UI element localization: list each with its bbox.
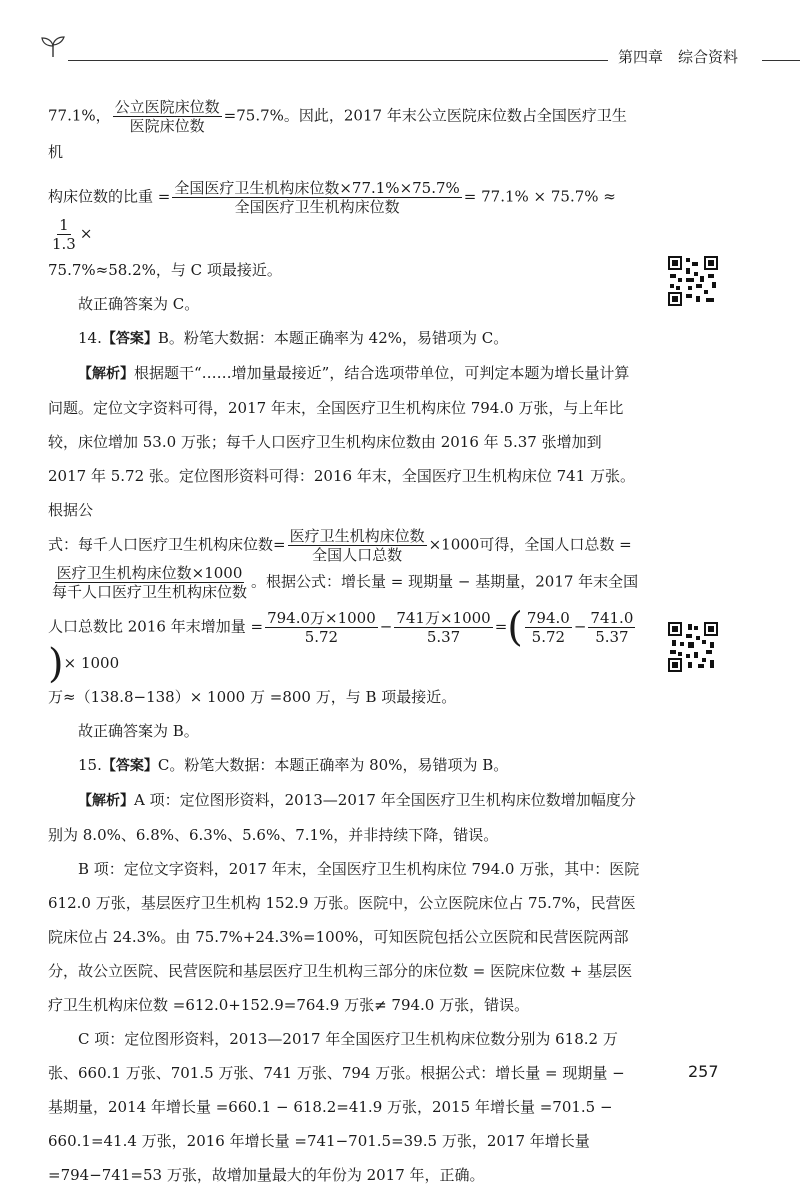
header-rule-right xyxy=(762,60,800,61)
answer-line: 故正确答案为 C。 xyxy=(78,295,200,313)
sprout-icon xyxy=(40,36,66,58)
fraction: $\frac{\text{医疗卫生机构床位数×1000}}{\text{每千人口医疗卫生机构床位数}}$ xyxy=(52,564,248,601)
fraction: $\frac{1}{1.3}$ xyxy=(52,216,76,253)
question-15-analysis: 【解析】A 项：定位图形资料，2013—2017 年全国医疗卫生机构床位数增加幅度分别为 8.0%、6.8%、6.3%、5.6%、7.1%，并非持续下降，错误。 xyxy=(48,791,636,844)
formula-line: 人口总数比 2016 年末增加量 = $\frac{\text{794.0万×1000}}{5.72}$ − $\frac{\text{741万×1000}}{5.37}$ =( $\frac{794.0}{5.72}$ − $\frac{741.0}{5.37}$ )× 1000 xyxy=(48,604,634,687)
paragraph: 构床位数的比重 = $\frac{\text{全国医疗卫生机构床位数×77.1\%×75.7\%}}{\text{全国医疗卫生机构床位数}}$ = 77.1% × 75.7% ≈ $\frac{1}{1.3}$ × xyxy=(48,179,616,253)
option-b-analysis: B 项：定位文字资料，2017 年末，全国医疗卫生机构床位 794.0 万张，其中：医院 612.0 万张，基层医疗卫生机构 152.9 万张。医院中，公立医院床位占 75.7%，民营医院床位占 24.3%。由 75.7%+24.3%=100%，可知医院包括公立医院和民营医院两部分，故公立医院、民营医院和基层医疗卫生机构三部分的床位数 = 医院床位数 + 基层医疗卫生机构床位数 =612.0+152.9=764.9 万张≠ 794.0 万张，错误。 xyxy=(48,860,640,1014)
fraction: $\frac{\text{公立医院床位数}}{\text{医院床位数}}$ xyxy=(114,98,220,135)
paragraph: 75.7%≈58.2%，与 C 项最接近。 xyxy=(48,261,282,279)
chapter-title: 第四章 综合资料 xyxy=(618,48,739,66)
fraction: $\frac{\text{741万×1000}}{5.37}$ xyxy=(396,609,491,646)
question-14-analysis: 【解析】根据题干“……增加量最接近”，结合选项带单位，可判定本题为增长量计算问题。定位文字资料可得，2017 年末，全国医疗卫生机构床位 794.0 万张，与上年比较，床位增加 53.0 万张；每千人口医疗卫生机构床位数由 2016 年 5.37 张增加到 2017 年 5.72 张。定位图形资料可得：2016 年末，全国医疗卫生机构床位 741 万张。根据公 xyxy=(48,364,635,519)
page-header xyxy=(40,30,770,70)
paragraph: 万≈（138.8−138）× 1000 万 =800 万，与 B 项最接近。 xyxy=(48,688,457,706)
option-c-analysis: C 项：定位图形资料，2013—2017 年全国医疗卫生机构床位数分别为 618.2 万张、660.1 万张、701.5 万张、741 万张、794 万张。根据公式：增长量 = 现期量 − 基期量，2014 年增长量 =660.1 − 618.2=41.9 万张，2015 年增长量 =701.5 − 660.1=41.4 万张，2016 年增长量 =741−701.5=39.5 万张，2017 年增长量 =794−741=53 万张，故增加量最大的年份为 2017 年，正确。 xyxy=(48,1030,625,1184)
paragraph: 77.1%， $\frac{\text{公立医院床位数}}{\text{医院床位数}}$ =75.7%。因此，2017 年末公立医院床位数占全国医疗卫生机 xyxy=(48,98,627,161)
formula-line: 式：每千人口医疗卫生机构床位数= $\frac{\text{医疗卫生机构床位数}}{\text{全国人口总数}}$ ×1000可得，全国人口总数 = xyxy=(48,527,632,564)
question-14-answer: 14.【答案】B。粉笔大数据：本题正确率为 42%，易错项为 C。 xyxy=(78,329,509,347)
answer-line: 故正确答案为 B。 xyxy=(78,722,199,740)
fraction: $\frac{794.0}{5.72}$ xyxy=(526,609,570,646)
formula-line: $\frac{\text{医疗卫生机构床位数×1000}}{\text{每千人口医疗卫生机构床位数}}$ 。根据公式：增长量 = 现期量 − 基期量，2017 年末全国 xyxy=(52,564,639,601)
question-15-answer: 15.【答案】C。粉笔大数据：本题正确率为 80%，易错项为 B。 xyxy=(78,756,509,774)
fraction: $\frac{741.0}{5.37}$ xyxy=(590,609,634,646)
fraction: $\frac{\text{794.0万×1000}}{5.72}$ xyxy=(267,609,376,646)
fraction: $\frac{\text{医疗卫生机构床位数}}{\text{全国人口总数}}$ xyxy=(289,527,425,564)
fraction: $\frac{\text{全国医疗卫生机构床位数×77.1\%×75.7\%}}{\text{全国医疗卫生机构床位数}}$ xyxy=(174,179,460,216)
header-rule xyxy=(68,60,608,61)
qr-code-icon[interactable] xyxy=(668,622,718,672)
qr-code-icon[interactable] xyxy=(668,256,718,306)
page-body xyxy=(48,98,640,1192)
page-number: 257 xyxy=(688,1062,719,1081)
